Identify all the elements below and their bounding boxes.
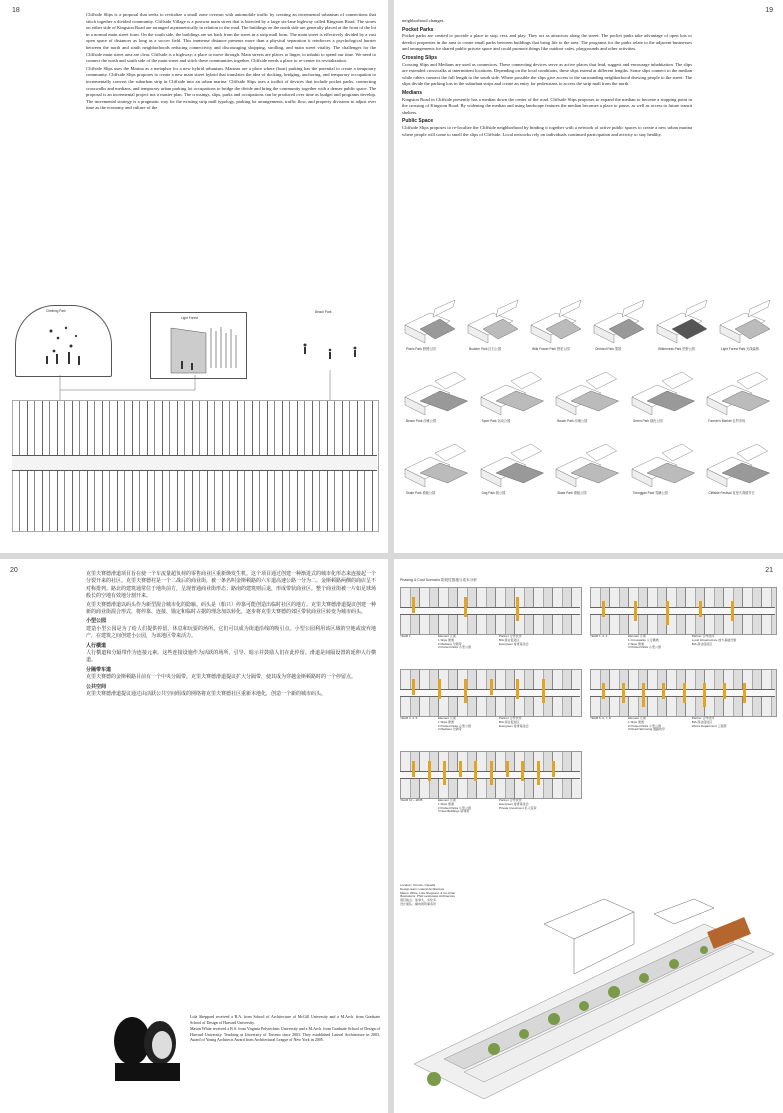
- park-caption: Green Park 绿色公园: [632, 419, 663, 423]
- park-caption: Dog Park 狗公园: [481, 491, 506, 495]
- park-typology-item: [702, 367, 774, 435]
- paragraph: 人行横道和分隔带作为连接元素。这些连接设施作为活跃的场所，引导、暗示并鼓励人们在此停留。滑道是间隔设置的延伸人行横道。: [86, 651, 376, 664]
- park-typology-item: [551, 439, 623, 507]
- light-forest-sketch: [150, 312, 247, 379]
- park-axonometric: [400, 367, 472, 417]
- phase-elements: Element 元素 1 Slips 滑道 2 Pocket Parks 小型公园 3 Road Narrowing 道路收窄: [628, 716, 666, 732]
- section-heading: Public Space: [402, 118, 434, 125]
- slip-marker: [743, 683, 746, 703]
- figure-label: Beach Park: [315, 310, 332, 314]
- paragraph: 克里夫赛德的金斯顿路目前有一个中央分隔带。克里夫赛德滑道提议扩大分隔带，使其成为穿越金斯顿路时的一个停留点。: [86, 675, 357, 681]
- phase-year: YEAR 3, 4, 5: [400, 716, 418, 720]
- beach-park-sketch: [285, 310, 380, 370]
- phase-partners: Partner 合作伙伴 BIA 商业促进区 Works Department 工程部: [691, 716, 727, 728]
- park-caption: Picnic Park 野餐公园: [406, 347, 436, 351]
- kingston-road: [12, 455, 377, 471]
- phasing-title: Phasing & Cost Scenario 阶段性措施与成本分析: [400, 578, 477, 582]
- page-20: [0, 559, 388, 1113]
- park-caption: Beach Park 沙滩公园: [406, 419, 437, 423]
- park-caption: Skate Park 滑板公园: [557, 491, 587, 495]
- paragraph: 克里夫赛德滑道以码头作为新型混合城市化的隐喻。码头是（船只）停靠可能创造出临时社区的地方。克里夫赛德滑道提议创建一种新的商业街混合形式，将停靠、连接、锚定和临时占据的理念加以转化，逐步将克里夫赛德的郊区带状商业区转变为城市码头。: [86, 602, 377, 616]
- paragraph: 建造小型公园是为了给人们提供停留、休息和玩耍的场所。它们可以成为街道沿线的吸引点。小型公园利用该区域的空地或废弃地产，在建筑之间创建小公园，为该地区带来活力。: [86, 626, 376, 640]
- paragraph: neighborhood changes.: [402, 18, 445, 23]
- paragraph: Cliffside Slips proposes to re-localize the Cliffside neighborhood by binding it together with a network of active public spaces to create a new urban marina where people will come to smell the slips of Cliffside. Local networks rely on individuals continued participation and activity to stay healthy.: [402, 124, 692, 137]
- section-heading: 小型公园: [86, 618, 107, 625]
- paragraph: Crossing Slips and Medians are used as connectors. These connecting devices serve as active places that lead, suggest and encourage inhabitation. The slips are extended crosswalks at intermittent locations. Depending on the local conditions, these slips extend at different lengths. Some slips connect to the median while others connect the full length to the south side. Where possible the slips give access to the surrounding neighborhood drawing people to the street. The slips divide the parking lots in the suburban strips and create an entry for pedestrians to access the strip mall from the north.: [402, 61, 692, 87]
- park-axonometric: [400, 295, 459, 345]
- slip-marker: [443, 761, 446, 785]
- park-typology-item: [551, 367, 623, 435]
- park-axonometric: [627, 367, 699, 417]
- bio-paragraph: Mason White received a B.S. from Virginia Polytechnic University and a M.Arch. from Graduate School of Design of Harvard University. Teaching at University of Toronto since 2003. They established Lateral Architecture in 2003. Award of Young Architects Award from Architectural League of New York in 2005.: [190, 1026, 380, 1043]
- bio-text: [190, 1014, 380, 1044]
- slip-marker: [666, 601, 669, 625]
- credit-line: Mason White, Lola Sheppard, & Co-Chan: [400, 890, 456, 895]
- slip-marker: [490, 679, 493, 695]
- slip-marker: [683, 683, 686, 703]
- slip-marker: [459, 761, 462, 777]
- park-caption: Boulder Park 巨石公园: [469, 347, 502, 351]
- slip-marker: [731, 601, 734, 621]
- page-number: 19: [765, 7, 773, 14]
- park-axonometric: [476, 439, 548, 489]
- park-axonometric: [652, 295, 711, 345]
- park-typology-item: [589, 295, 648, 363]
- paragraph: 克里夫赛德滑道项目旨在使一个车流量超负荷的零售商业区重新焕发生机。这个项目通过创建一种渐进式的城市化形态来连接起一个分裂开来的社区。克里夫赛德村是一个二战后的商业街，被一条名叫金斯顿路的六车道高速公路一分为二。金斯顿路两侧的商店呈不对称排列。路北的建筑通常位于地块前方，呈现普通商业街形态；路南的建筑则后退，形成带状商业区。整个商业街被一片如足球场般长的空地有效地分割开来。: [86, 572, 377, 600]
- section-heading: Pocket Parks: [402, 26, 434, 33]
- paragraph: Cliffside Slips uses the Marina as a metaphor for a new hybrid urbanism. Marinas are a place where (boat) parking has the potential to create a temporary community. Cliffside Slips proposes to create a new main street hybrid that translates the idea of docking, bridging, anchoring, and temporary occupation to incrementally convert the suburban strip in Cliffside into an urban marina. Cliffside Slips uses a toolkit of devices that include pocket parks, connecting crosswalks and medians, and temporary urban parking lot occupations to bridge the divide and bring the community together with a denser public space. The proposal is an incremental project not a master plan. The crossings, slips, parks and occupations can be produced over time as budget and programs develop. The incremental strategy is a pragmatic way for the existing strip mall typology, parking lot arrangements, traffic flow, and property divisions to adjust over time as the economy and culture of the: [86, 65, 376, 111]
- page-21: [394, 559, 783, 1113]
- slip-marker: [464, 679, 467, 703]
- slip-marker: [723, 683, 726, 699]
- slip-marker: [602, 683, 605, 699]
- credit-line: Design team: Lateral Architecture: [400, 886, 445, 891]
- paragraph: 克里夫赛德滑道提议通过由活跃公共空间组成的网络将克里夫赛德社区重新本地化，创造一个新的城市码头。: [86, 692, 327, 698]
- credit-line: 项目地点：加拿大，多伦多: [400, 898, 437, 903]
- park-axonometric: [476, 367, 548, 417]
- phase-year: YEAR 10 ~ 2035: [400, 798, 423, 802]
- slip-marker: [662, 683, 665, 699]
- park-axonometric: [551, 367, 623, 417]
- page-number: 18: [12, 7, 20, 14]
- phase-panel: [400, 669, 580, 749]
- slip-marker: [542, 679, 545, 703]
- phase-partners: Partner 合作伙伴 Local Infrastructure 地方基础设施 BIA 商业促进区: [691, 634, 737, 646]
- park-caption: Cliffside Festival 克里夫赛德节日: [708, 491, 755, 495]
- park-caption: Sport Park 运动公园: [481, 419, 511, 423]
- park-typology-item: [702, 439, 774, 507]
- phase-elements: Element 元素 1 Slips 滑道 2 Pocket Parks 小型公园 3 New Buildings 新建筑: [438, 798, 472, 814]
- park-axonometric: [400, 439, 472, 489]
- park-caption: Farmer's Market 农贸市场: [708, 419, 746, 423]
- slip-marker: [428, 761, 431, 781]
- park-axonometric: [627, 439, 699, 489]
- slip-marker: [521, 761, 524, 781]
- park-typology-item: [400, 367, 472, 435]
- slip-marker: [412, 761, 415, 777]
- axonometric-view: [404, 864, 774, 1104]
- figure-label: Light Forest: [181, 316, 198, 320]
- credit-line: 设计团队：横向建筑事务所: [400, 901, 437, 906]
- section-heading: Crossing Slips: [402, 54, 438, 61]
- park-typology-item: [652, 295, 711, 363]
- park-caption: Light Forest Park 光线森林: [721, 347, 759, 351]
- body-text: [86, 12, 376, 113]
- body-text: [402, 18, 692, 139]
- park-typology-item: [715, 295, 774, 363]
- body-text: [86, 571, 376, 700]
- park-caption: Beach Park 沙滩公园: [557, 419, 588, 423]
- section-heading: Medians: [402, 89, 423, 96]
- credit-line: Illustrations: PNA Landscape Architecture: [400, 894, 456, 899]
- phase-elements: Element 元素 1 Crosswalks 人行横道 2 Slips 滑道 3 Pocket Parks 小型公园: [628, 634, 662, 650]
- park-typology-item: [627, 439, 699, 507]
- section-heading: 分隔带车道: [86, 666, 112, 673]
- slip-marker: [642, 683, 645, 707]
- phase-year: YEAR 5, 6, 7, 8: [590, 716, 611, 720]
- figure-label: Climbing Park: [46, 309, 66, 313]
- page-number: 21: [765, 567, 773, 574]
- slip-marker: [516, 597, 519, 621]
- park-typology-item: [476, 367, 548, 435]
- slip-marker: [412, 679, 415, 695]
- park-typology-item: [627, 367, 699, 435]
- slip-marker: [438, 679, 441, 699]
- park-axonometric: [702, 439, 774, 489]
- slip-marker: [703, 683, 706, 707]
- credit-line: Location: Toronto, Canada: [400, 883, 436, 887]
- section-heading: 公共空间: [86, 683, 107, 690]
- slip-marker: [622, 683, 625, 703]
- slip-marker: [634, 601, 637, 621]
- phase-panel: [590, 587, 775, 667]
- park-typology-item: [400, 439, 472, 507]
- paragraph: Cliffside Slips is a proposal that seeks to revitalize a small zone overrun with automobile traffic by creating an incremental urbanism of connections that stitch together a divided community. Cliffside Village is a postwar main street that is bisected by a large six-lane highway called Kingston Road. The stores on either side of Kingston Road are arranged asymmetrically in relation to the road. The buildings on the north side are generally placed at the front of the lot in a normal main street form. On the south side, the buildings are set back from the street in a strip mall form. The main street is effectively divided by a vast open space of distances as long as a soccer field. This immense distance presents more than a physical separation it reinforces a psychological barrier between the north and south neighborhoods reducing connectivity and discouraging shopping, strolling, and main street vitality. The challenges for the Cliffside main street area are clear. Cliffside is a highway; a place to move through. Main streets are places to linger, to inhabit to spend our time. We need to connect the north and south side of the main street and stitch these communities together. Cliffside needs a place to re-center its revitalization.: [86, 12, 376, 64]
- slip-marker: [474, 761, 477, 781]
- park-typology-item: [526, 295, 585, 363]
- park-caption: Orchard Park 果园: [595, 347, 622, 351]
- slip-marker: [699, 601, 702, 617]
- slip-marker: [537, 761, 540, 785]
- paragraph: Kingston Road in Cliffside presently has a median down the center of the road. Cliffside Slips proposes to expand the median to become a stopping point in the crossing of Kingston Road. By widening the median and using landscape features the median becomes a place to pause, as well as access to future transit shelters.: [402, 96, 692, 115]
- architect-portraits: [110, 1011, 185, 1081]
- slip-marker: [552, 761, 555, 777]
- phase-year: YEAR 1, 2, 3: [590, 634, 608, 638]
- park-caption: Wild Flower Park 野花公园: [532, 347, 570, 351]
- phase-elements: Element 元素 1 Slips 滑道 2 Medians 分隔带 3 Pocket Parks 小型公园: [438, 634, 472, 650]
- park-typology-item: [476, 439, 548, 507]
- section-heading: 人行横道: [86, 642, 107, 649]
- phase-partners: Partner 合作伙伴 BIA 商业促进区 Evergreen 常青基金会: [499, 716, 529, 728]
- phase-road: [590, 607, 775, 615]
- bio-paragraph: Lola Sheppard received a B.A. from School of Architecture of McGill University and a M.Arch. from Graduate School of Design of Harvard University.: [190, 1014, 380, 1025]
- park-axonometric: [589, 295, 648, 345]
- paragraph: Pocket parks are created to provide a place to stop, rest, and play. They act as attractors along the street. The pocket parks take advantage of open lots or derelict properties in the area to create small parks between buildings that bring life to the area. The programs for the parks relate to the adjacent businesses and arrangements for shared public private space and could promote things like outdoor cafes, playgrounds and other activities.: [402, 33, 692, 52]
- slip-marker: [506, 761, 509, 777]
- page-18: [0, 0, 388, 553]
- park-axonometric: [463, 295, 522, 345]
- slip-marker: [490, 761, 493, 785]
- park-axonometric: [551, 439, 623, 489]
- slip-marker: [602, 601, 605, 617]
- park-caption: Wilderness Park 荒野公园: [658, 347, 695, 351]
- park-caption: Toboggan Park 雪橇公园: [632, 491, 668, 495]
- park-typology-item: [400, 295, 459, 363]
- slip-marker: [464, 597, 467, 617]
- page-19: [394, 0, 783, 553]
- slip-marker: [412, 597, 415, 613]
- phase-elements: Element 元素 1 Slips 滑道 2 Pocket Parks 小型公园 3 Medians 分隔带: [438, 716, 472, 732]
- phase-panel: [400, 587, 580, 667]
- phase-road: [400, 607, 580, 615]
- phase-panel: [400, 751, 580, 831]
- phase-partners: Partner 合作伙伴 BIA 商业促进区 Evergreen 常青基金会: [499, 634, 529, 646]
- park-typology-item: [463, 295, 522, 363]
- park-axonometric: [526, 295, 585, 345]
- slip-marker: [516, 679, 519, 699]
- park-axonometric: [702, 367, 774, 417]
- phase-partners: Partner 合作伙伴 Evergreen 常青基金会 Private Investment 私人投资: [499, 798, 537, 810]
- park-caption: Skate Park 滑板公园: [406, 491, 436, 495]
- phase-panel: [590, 669, 775, 749]
- climbing-park-sketch: [15, 305, 112, 377]
- page-number: 20: [10, 567, 18, 574]
- phase-year: YEAR 1: [400, 634, 411, 638]
- park-axonometric: [715, 295, 774, 345]
